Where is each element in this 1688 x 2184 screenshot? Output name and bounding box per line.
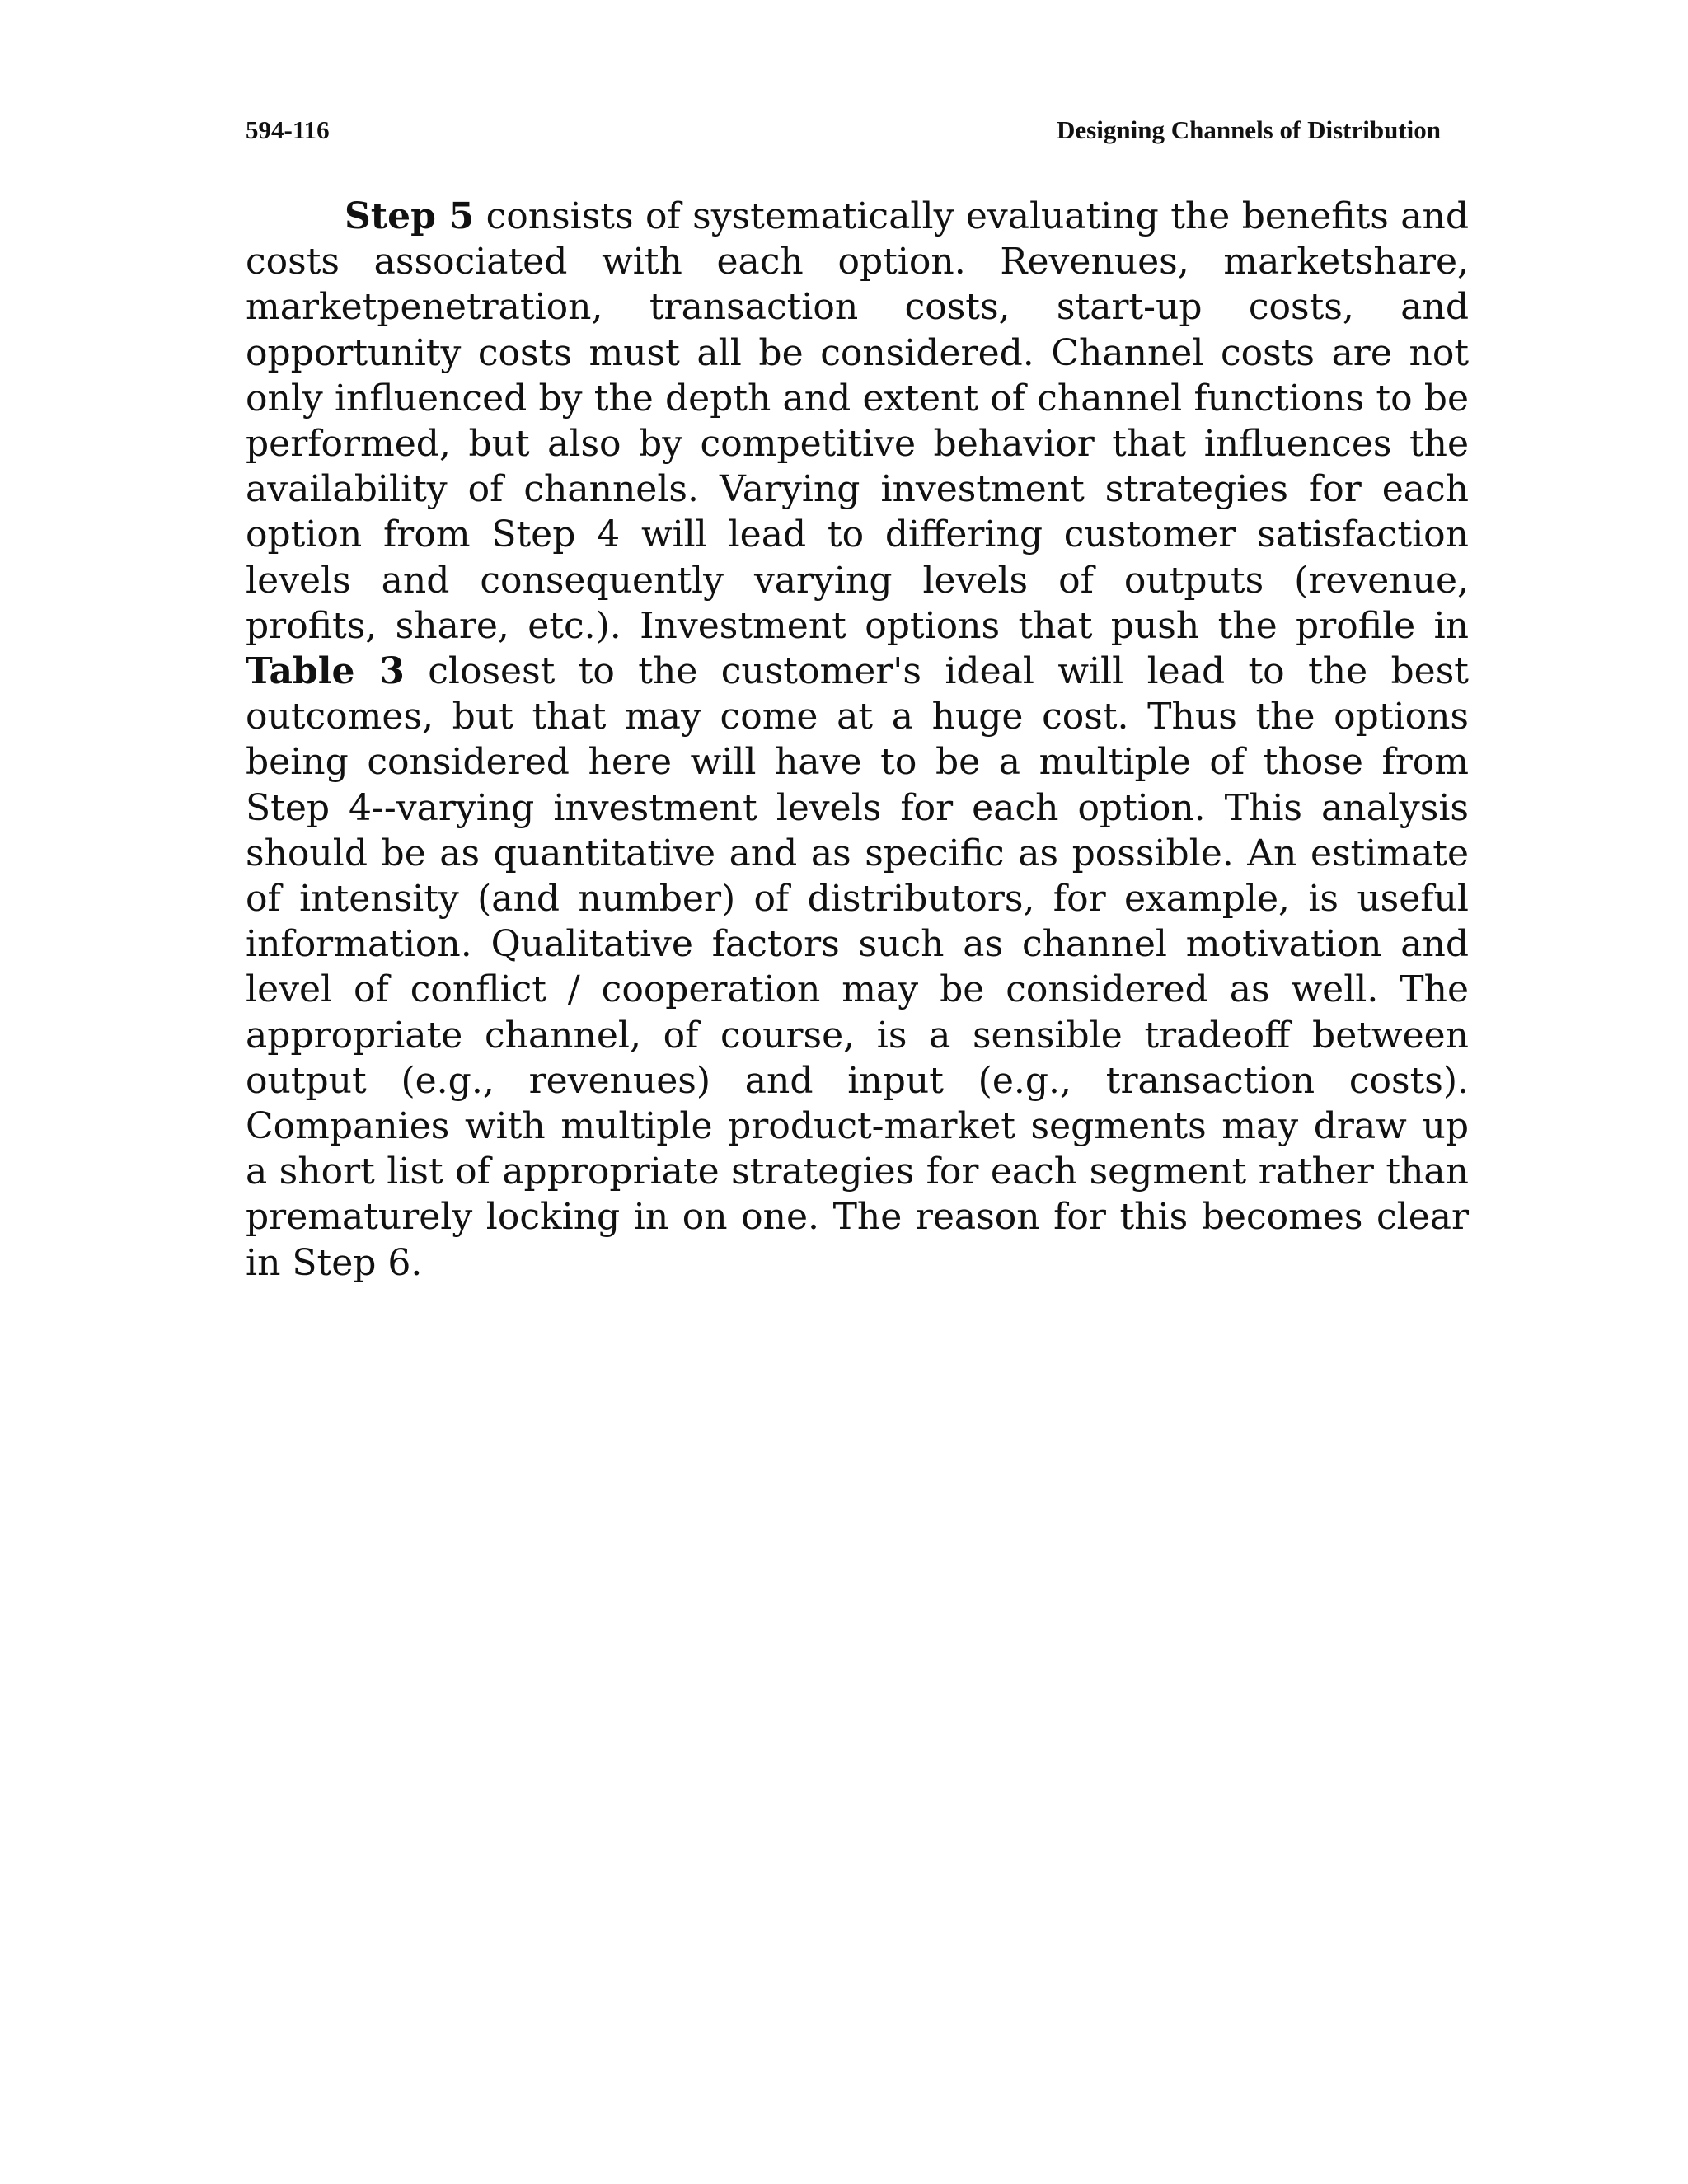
step-label: Step 5 bbox=[345, 195, 475, 237]
page-header bbox=[246, 114, 1441, 147]
document-number: 594-116 bbox=[246, 115, 330, 144]
paragraph-text-part1: consists of systematically evaluating the benefits and costs associated with each option. Revenues, marketshare, marketpenetration, transaction costs, start-up costs, and opportunity costs must all be considered. Channel costs are not only influenced by the depth and extent of channel functions to be performed, but also by competitive behavior that influences the availability of channels. Varying investment strategies for each option from Step 4 will lead to differing customer satisfaction levels and consequently varying levels of outputs (revenue, profits, share, etc.). Investment options that push the profile in bbox=[246, 195, 1470, 647]
body-paragraph bbox=[246, 194, 1469, 1286]
paragraph-text-part2: closest to the customer's ideal will lead to the best outcomes, but that may come at a huge cost. Thus the options being considered here will have to be a multiple of those from Step 4--varying investment levels for each option. This analysis should be as quantitative and as specific as possible. An estimate of intensity (and number) of distributors, for example, is useful information. Qualitative factors such as channel motivation and level of conflict / cooperation may be considered as well. The appropriate channel, of course, is a sensible tradeoff between output (e.g., revenues) and input (e.g., transaction costs). Companies with multiple product-market segments may draw up a short list of appropriate strategies for each segment rather than prematurely locking in on one. The reason for this becomes clear in Step 6. bbox=[246, 650, 1469, 1284]
running-title: Designing Channels of Distribution bbox=[1057, 115, 1441, 144]
table-reference: Table 3 bbox=[246, 650, 405, 693]
